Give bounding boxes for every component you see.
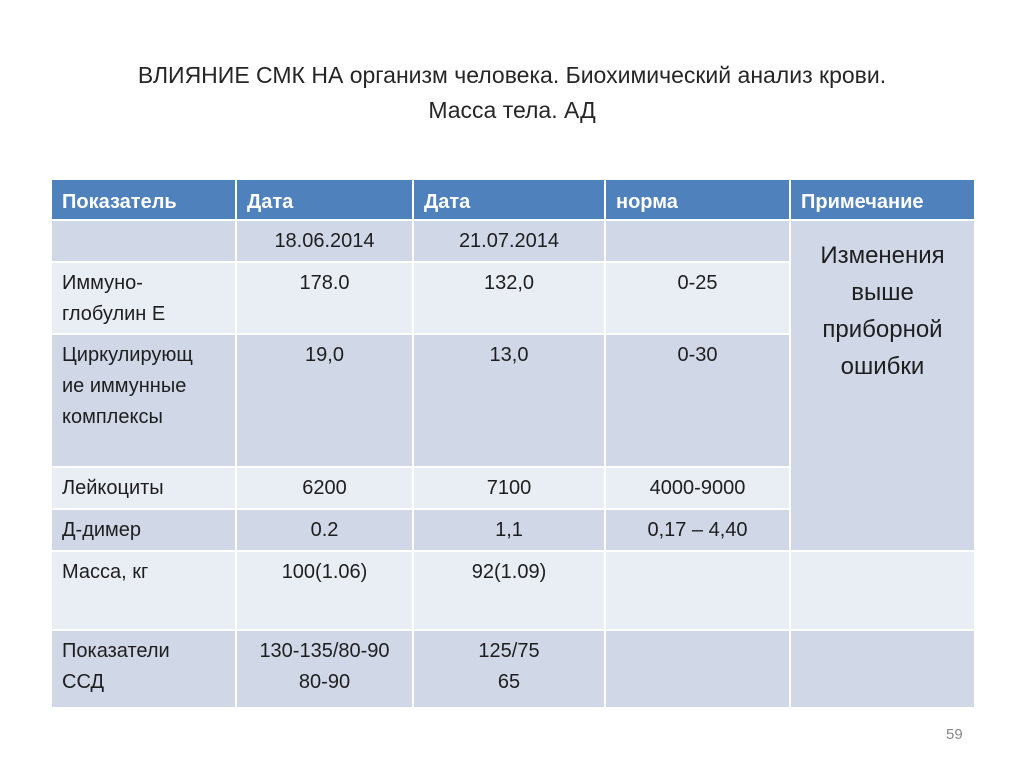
date-2-cell [413, 630, 605, 708]
indicator-cell-line: Д-димер [62, 519, 142, 541]
norm-cell [605, 509, 790, 551]
indicator-cell-line: Масса, кг [62, 561, 149, 583]
indicator-cell [51, 334, 236, 467]
indicator-cell-line: Показатели [62, 640, 170, 662]
date-1-cell [236, 509, 413, 551]
date-2-cell-line: 21.07.2014 [458, 230, 560, 252]
header-remark: Примечание [790, 179, 975, 220]
indicator-cell-line: ССД [62, 671, 104, 693]
remark-cell [790, 551, 975, 630]
table-row [51, 630, 975, 708]
table-row [51, 551, 975, 630]
norm-cell [605, 551, 790, 630]
date-1-cell-line: 100(1.06) [281, 561, 368, 583]
date-2-cell-line: 132,0 [483, 272, 535, 294]
indicator-cell-line: комплексы [62, 406, 163, 428]
date-2-cell [413, 509, 605, 551]
date-1-cell-line: 178.0 [299, 272, 350, 294]
date-2-cell [413, 551, 605, 630]
slide-title-line-1: ВЛИЯНИЕ СМК НА организм человека. Биохимический анализ крови. [137, 62, 887, 88]
indicator-cell-line: Лейкоциты [62, 477, 164, 499]
table-row [51, 220, 975, 262]
remark-note-cell-line: приборной [822, 316, 943, 343]
date-2-cell-line: 13,0 [489, 344, 529, 366]
date-1-cell-line: 6200 [302, 477, 347, 499]
date-2-cell [413, 220, 605, 262]
date-1-cell [236, 334, 413, 467]
indicator-cell [51, 262, 236, 334]
header-indicator: Показатель [51, 179, 236, 220]
header-norm: норма [605, 179, 790, 220]
indicator-cell [51, 551, 236, 630]
header-date-1: Дата [236, 179, 413, 220]
remark-note-cell-line: ошибки [840, 353, 925, 380]
date-2-cell-line: 7100 [486, 477, 532, 499]
date-1-cell [236, 220, 413, 262]
norm-cell [605, 262, 790, 334]
date-1-cell-line: 130-135/80-90 [259, 640, 390, 662]
indicator-cell-line: Циркулирующ [62, 344, 193, 366]
norm-cell [605, 220, 790, 262]
date-2-cell-line: 92(1.09) [471, 561, 547, 583]
norm-cell-line: 4000-9000 [649, 477, 746, 499]
indicator-cell-line: ие иммунные [62, 375, 187, 397]
remark-cell [790, 630, 975, 708]
indicator-cell-line: глобулин Е [62, 303, 166, 325]
norm-cell-line: 0-25 [677, 272, 718, 294]
slide-title-line-2: Масса тела. АД [428, 97, 596, 123]
date-1-cell-line: 0.2 [310, 519, 339, 541]
indicator-cell [51, 220, 236, 262]
slide-title [60, 58, 964, 128]
date-1-cell [236, 467, 413, 509]
norm-cell [605, 334, 790, 467]
date-1-cell-line: 80-90 [298, 671, 351, 693]
date-2-cell [413, 334, 605, 467]
date-1-cell [236, 262, 413, 334]
remark-note-cell [790, 220, 975, 551]
indicator-cell [51, 467, 236, 509]
norm-cell [605, 630, 790, 708]
date-1-cell [236, 630, 413, 708]
indicator-cell [51, 630, 236, 708]
indicator-cell [51, 509, 236, 551]
norm-cell [605, 467, 790, 509]
date-2-cell [413, 262, 605, 334]
blood-analysis-table [50, 178, 976, 709]
norm-cell-line: 0-30 [677, 344, 718, 366]
date-1-cell-line: 19,0 [305, 344, 344, 366]
page-number: 59 [946, 726, 963, 743]
date-2-cell-line: 125/75 [478, 640, 540, 662]
date-1-cell [236, 551, 413, 630]
table-header-row [51, 179, 975, 220]
remark-note-cell-line: выше [851, 279, 914, 306]
indicator-cell-line: Иммуно- [62, 272, 143, 294]
date-2-cell-line: 65 [497, 671, 521, 693]
date-2-cell [413, 467, 605, 509]
norm-cell-line: 0,17 – 4,40 [647, 519, 748, 541]
date-1-cell-line: 18.06.2014 [274, 230, 375, 252]
date-2-cell-line: 1,1 [495, 519, 523, 541]
remark-note-cell-line: Изменения [820, 242, 945, 269]
header-date-2: Дата [413, 179, 605, 220]
